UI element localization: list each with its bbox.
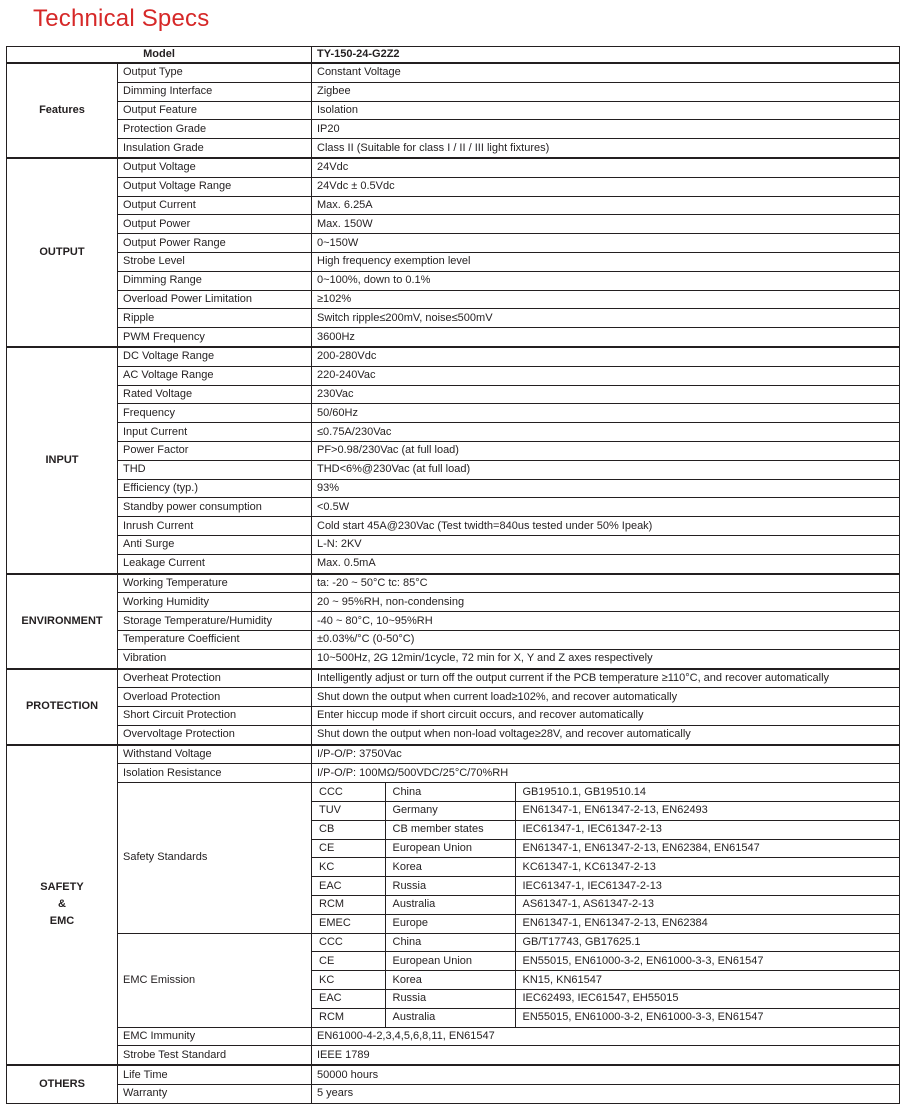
spec-label: Power Factor <box>118 441 312 460</box>
spec-label: Temperature Coefficient <box>118 630 312 649</box>
spec-value: 50/60Hz <box>312 404 900 423</box>
spec-label: PWM Frequency <box>118 328 312 347</box>
spec-label: Frequency <box>118 404 312 423</box>
features-row <box>7 82 900 101</box>
specs-table <box>6 46 900 1104</box>
cert-mark: EAC <box>312 990 385 1009</box>
emc-emission-label: EMC Emission <box>118 933 312 1027</box>
others-row <box>7 1085 900 1104</box>
cert-mark: CE <box>312 839 385 858</box>
output-row <box>7 309 900 328</box>
spec-label: Overload Power Limitation <box>118 290 312 309</box>
input-row <box>7 460 900 479</box>
safety-emc-group-line: SAFETY <box>40 881 84 894</box>
spec-label: Withstand Voltage <box>118 745 312 764</box>
spec-label: Strobe Level <box>118 252 312 271</box>
input-row <box>7 385 900 404</box>
cert-mark: TUV <box>312 802 385 821</box>
cert-standard: EN61347-1, EN61347-2-13, EN62384, EN61547 <box>515 839 900 858</box>
safety-standards-entry <box>312 802 900 821</box>
spec-value: Constant Voltage <box>312 63 900 82</box>
specs-table-body <box>7 47 900 1104</box>
environment-row <box>7 574 900 593</box>
emc-emission-entry <box>312 934 900 952</box>
spec-label: Protection Grade <box>118 120 312 139</box>
input-row <box>7 498 900 517</box>
emc-emission-row <box>7 933 900 1027</box>
spec-value: Shut down the output when non-load voltage≥28V, and recover automatically <box>312 725 900 744</box>
cert-mark: RCM <box>312 1008 385 1026</box>
spec-label: Output Voltage <box>118 158 312 177</box>
spec-label: AC Voltage Range <box>118 366 312 385</box>
cert-standard: AS61347-1, AS61347-2-13 <box>515 896 900 915</box>
cert-mark: CE <box>312 952 385 971</box>
input-group-label: INPUT <box>7 347 118 574</box>
cert-region: Europe <box>385 914 515 932</box>
spec-value: Max. 0.5mA <box>312 554 900 573</box>
spec-label: Dimming Interface <box>118 82 312 101</box>
emc-emission-table <box>312 934 900 1027</box>
cert-standard: IEC61347-1, IEC61347-2-13 <box>515 820 900 839</box>
safety-standards-table <box>312 783 900 932</box>
input-row <box>7 517 900 536</box>
safety-standards-table-cell <box>312 783 900 933</box>
spec-label: Output Voltage Range <box>118 177 312 196</box>
spec-value: 24Vdc <box>312 158 900 177</box>
safety-standards-entry <box>312 783 900 801</box>
environment-row <box>7 649 900 668</box>
safety-standards-label: Safety Standards <box>118 783 312 933</box>
spec-label: Output Type <box>118 63 312 82</box>
spec-value: 10~500Hz, 2G 12min/1cycle, 72 min for X, Y and Z axes respectively <box>312 649 900 668</box>
cert-region: Russia <box>385 990 515 1009</box>
spec-value: ≤0.75A/230Vac <box>312 423 900 442</box>
cert-mark: EMEC <box>312 914 385 932</box>
spec-value: 0~100%, down to 0.1% <box>312 271 900 290</box>
features-row <box>7 101 900 120</box>
input-row <box>7 366 900 385</box>
others-row <box>7 1065 900 1084</box>
spec-label: Output Power Range <box>118 234 312 253</box>
cert-region: CB member states <box>385 820 515 839</box>
spec-value: Max. 150W <box>312 215 900 234</box>
spec-value: ≥102% <box>312 290 900 309</box>
cert-standard: IEC62493, IEC61547, EH55015 <box>515 990 900 1009</box>
spec-value: EN61000-4-2,3,4,5,6,8,11, EN61547 <box>312 1027 900 1046</box>
safety-row <box>7 745 900 764</box>
output-row <box>7 271 900 290</box>
environment-row <box>7 630 900 649</box>
spec-label: Output Power <box>118 215 312 234</box>
cert-mark: KC <box>312 858 385 877</box>
cert-standard: KC61347-1, KC61347-2-13 <box>515 858 900 877</box>
cert-standard: EN55015, EN61000-3-2, EN61000-3-3, EN61547 <box>515 952 900 971</box>
spec-value: Cold start 45A@230Vac (Test twidth=840us tested under 50% Ipeak) <box>312 517 900 536</box>
safety-emc-group-line: EMC <box>49 915 75 928</box>
spec-value: -40 ~ 80°C, 10~95%RH <box>312 612 900 631</box>
model-value: TY-150-24-G2Z2 <box>312 47 900 64</box>
output-row <box>7 234 900 253</box>
spec-label: EMC Immunity <box>118 1027 312 1046</box>
spec-value: Zigbee <box>312 82 900 101</box>
cert-standard: GB19510.1, GB19510.14 <box>515 783 900 801</box>
cert-region: Russia <box>385 877 515 896</box>
spec-value: IEEE 1789 <box>312 1046 900 1065</box>
features-row <box>7 120 900 139</box>
cert-mark: CCC <box>312 783 385 801</box>
cert-region: China <box>385 934 515 952</box>
spec-value: 3600Hz <box>312 328 900 347</box>
safety-standards-entry <box>312 914 900 932</box>
safety-row <box>7 1046 900 1065</box>
spec-value: 5 years <box>312 1085 900 1104</box>
cert-region: Australia <box>385 1008 515 1026</box>
spec-label: Life Time <box>118 1065 312 1084</box>
cert-standard: IEC61347-1, IEC61347-2-13 <box>515 877 900 896</box>
cert-mark: RCM <box>312 896 385 915</box>
input-row <box>7 404 900 423</box>
environment-row <box>7 612 900 631</box>
output-row <box>7 215 900 234</box>
spec-label: Insulation Grade <box>118 139 312 158</box>
spec-value: Shut down the output when current load≥102%, and recover automatically <box>312 688 900 707</box>
protection-group-label: PROTECTION <box>7 669 118 745</box>
safety-standards-entry <box>312 839 900 858</box>
spec-label: DC Voltage Range <box>118 347 312 366</box>
safety-standards-row <box>7 783 900 933</box>
spec-label: Anti Surge <box>118 535 312 554</box>
protection-row <box>7 669 900 688</box>
safety-standards-entry <box>312 858 900 877</box>
spec-value: 20 ~ 95%RH, non-condensing <box>312 593 900 612</box>
spec-label: Ripple <box>118 309 312 328</box>
environment-group-label: ENVIRONMENT <box>7 574 118 669</box>
spec-value: Isolation <box>312 101 900 120</box>
spec-label: Dimming Range <box>118 271 312 290</box>
protection-row <box>7 725 900 744</box>
cert-region: European Union <box>385 839 515 858</box>
input-row <box>7 347 900 366</box>
cert-standard: EN61347-1, EN61347-2-13, EN62493 <box>515 802 900 821</box>
emc-emission-entry <box>312 952 900 971</box>
spec-value: <0.5W <box>312 498 900 517</box>
spec-value: High frequency exemption level <box>312 252 900 271</box>
safety-row <box>7 764 900 783</box>
safety-row <box>7 1027 900 1046</box>
spec-value: ta: -20 ~ 50°C tc: 85°C <box>312 574 900 593</box>
safety-standards-entry <box>312 877 900 896</box>
emc-emission-entry <box>312 1008 900 1026</box>
cert-region: Korea <box>385 858 515 877</box>
cert-region: European Union <box>385 952 515 971</box>
output-row <box>7 252 900 271</box>
safety-standards-entry <box>312 896 900 915</box>
output-row <box>7 290 900 309</box>
spec-value: Switch ripple≤200mV, noise≤500mV <box>312 309 900 328</box>
spec-label: Standby power consumption <box>118 498 312 517</box>
spec-label: Input Current <box>118 423 312 442</box>
cert-standard: KN15, KN61547 <box>515 971 900 990</box>
features-row <box>7 63 900 82</box>
input-row <box>7 441 900 460</box>
output-row <box>7 196 900 215</box>
safety-emc-group-label <box>7 745 118 1066</box>
spec-value: THD<6%@230Vac (at full load) <box>312 460 900 479</box>
spec-value: 200-280Vdc <box>312 347 900 366</box>
page-title: Technical Specs <box>33 5 210 32</box>
spec-label: THD <box>118 460 312 479</box>
spec-label: Efficiency (typ.) <box>118 479 312 498</box>
spec-value: 220-240Vac <box>312 366 900 385</box>
safety-emc-group-line: & <box>58 898 66 911</box>
spec-label: Storage Temperature/Humidity <box>118 612 312 631</box>
spec-value: Intelligently adjust or turn off the output current if the PCB temperature ≥110°C, and recover automatically <box>312 669 900 688</box>
spec-value: 93% <box>312 479 900 498</box>
cert-region: Australia <box>385 896 515 915</box>
spec-label: Warranty <box>118 1085 312 1104</box>
spec-value: 50000 hours <box>312 1065 900 1084</box>
spec-value: Class II (Suitable for class I / II / III light fixtures) <box>312 139 900 158</box>
spec-value: 24Vdc ± 0.5Vdc <box>312 177 900 196</box>
spec-label: Inrush Current <box>118 517 312 536</box>
spec-value: PF>0.98/230Vac (at full load) <box>312 441 900 460</box>
cert-standard: GB/T17743, GB17625.1 <box>515 934 900 952</box>
input-row <box>7 423 900 442</box>
spec-label: Leakage Current <box>118 554 312 573</box>
spec-value: 0~150W <box>312 234 900 253</box>
features-row <box>7 139 900 158</box>
spec-label: Overheat Protection <box>118 669 312 688</box>
spec-label: Isolation Resistance <box>118 764 312 783</box>
safety-standards-entry <box>312 820 900 839</box>
spec-label: Rated Voltage <box>118 385 312 404</box>
spec-label: Overload Protection <box>118 688 312 707</box>
spec-value: IP20 <box>312 120 900 139</box>
spec-value: I/P-O/P: 100MΩ/500VDC/25°C/70%RH <box>312 764 900 783</box>
cert-mark: EAC <box>312 877 385 896</box>
emc-emission-entry <box>312 971 900 990</box>
spec-value: L-N: 2KV <box>312 535 900 554</box>
model-label: Model <box>7 47 312 64</box>
emc-emission-table-cell <box>312 933 900 1027</box>
spec-label: Vibration <box>118 649 312 668</box>
spec-label: Output Current <box>118 196 312 215</box>
spec-label: Strobe Test Standard <box>118 1046 312 1065</box>
spec-label: Output Feature <box>118 101 312 120</box>
spec-value: 230Vac <box>312 385 900 404</box>
spec-value: Max. 6.25A <box>312 196 900 215</box>
output-group-label: OUTPUT <box>7 158 118 347</box>
cert-region: Germany <box>385 802 515 821</box>
protection-row <box>7 688 900 707</box>
output-row <box>7 177 900 196</box>
protection-row <box>7 707 900 726</box>
cert-mark: CB <box>312 820 385 839</box>
model-row <box>7 47 900 64</box>
output-row <box>7 328 900 347</box>
input-row <box>7 535 900 554</box>
others-group-label: OTHERS <box>7 1065 118 1103</box>
features-group-label: Features <box>7 63 118 158</box>
cert-mark: CCC <box>312 934 385 952</box>
spec-label: Working Temperature <box>118 574 312 593</box>
spec-label: Overvoltage Protection <box>118 725 312 744</box>
spec-value: ±0.03%/°C (0-50°C) <box>312 630 900 649</box>
cert-standard: EN55015, EN61000-3-2, EN61000-3-3, EN61547 <box>522 1011 764 1024</box>
cert-standard: EN61347-1, EN61347-2-13, EN62384 <box>522 917 708 930</box>
input-row <box>7 479 900 498</box>
cert-mark: KC <box>312 971 385 990</box>
spec-label: Short Circuit Protection <box>118 707 312 726</box>
environment-row <box>7 593 900 612</box>
cert-region: China <box>385 783 515 801</box>
spec-value: I/P-O/P: 3750Vac <box>312 745 900 764</box>
input-row <box>7 554 900 573</box>
emc-emission-entry <box>312 990 900 1009</box>
spec-value: Enter hiccup mode if short circuit occurs, and recover automatically <box>312 707 900 726</box>
output-row <box>7 158 900 177</box>
spec-label: Working Humidity <box>118 593 312 612</box>
cert-region: Korea <box>385 971 515 990</box>
